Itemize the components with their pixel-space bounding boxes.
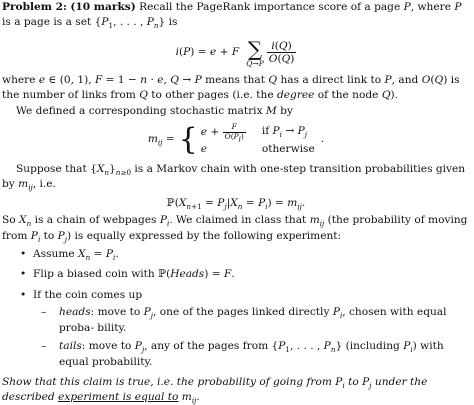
tails-outcome: – tails: move to $P_j$, any of the pages from {$P_1$, . . . , $P_n$} (including $P_i$) with equal probability.: [33, 339, 470, 370]
matrix-intro: We defined a corresponding stochastic matrix M by: [16, 104, 293, 117]
pagerank-equation: i(P) = e + F ∑ Q→P $\frac{i(Q)}{O(Q)}$: [175, 36, 295, 68]
pagerank-fraction: $\frac{i(Q)}{O(Q)}$: [268, 40, 295, 66]
transition-equation: $ℙ(X_{n+1} = P_j|X_n = P_i) = m_{ij}$.: [166, 196, 306, 211]
heads-outcome: – heads: move to $P_j$, one of the pages linked directly $P_i$, chosen with equal proba- bility.: [33, 305, 470, 336]
problem-intro-2: page is a set: [23, 16, 92, 29]
closing-statement: Show that this claim is true, i.e. the probability of going from $P_i$ to $P_j$ under the described experiment is equal to $m_{ij}$.: [2, 375, 428, 405]
list-item: • Assume $X_n = P_i$.: [2, 247, 470, 262]
problem-statement: Problem 2: (10 marks) Recall the PageRank importance score of a page P, where P is a page is a set {$P_1$, . . . , $P_n$} is: [2, 1, 462, 31]
coin-outcomes: [33, 305, 470, 370]
claim-paragraph: So $X_n$ is a chain of webpages $P_i$. We claimed in class that $m_{ij}$ (the probability of moving from $P_i$ to $P_j$) is equally expressed by the following experiment:: [2, 214, 468, 244]
definitions-paragraph: where e ∈ (0, 1), F = 1 − n · e, Q → P means that Q has a direct link to P, and O(Q) is the number of links from Q to other pages (i.e. the degree of the node Q).: [2, 73, 460, 102]
matrix-cases: e + $\frac{F}{O(P_i)}$ if $P_i \to P_j$ e otherwise: [200, 122, 315, 156]
list-item: • Flip a biased coin with ℙ(Heads) = F.: [2, 267, 470, 282]
summation: ∑ Q→P: [246, 36, 264, 68]
experiment-list: [2, 247, 470, 370]
matrix-equation: $m_{ij}$ = { e + $\frac{F}{O(P_i)}$ if $P_i \to P_j$ e otherwise .: [147, 122, 325, 158]
markov-paragraph: Suppose that $\{X_n\}_{n\ge 0}$ is a Markov chain with one-step transition probabilities given by $m_{ij}$, i.e.: [2, 163, 466, 193]
problem-intro: Recall the PageRank importance score of a page: [139, 1, 401, 13]
problem-label: Problem 2:: [2, 1, 67, 13]
problem-marks: (10 marks): [70, 1, 136, 13]
list-item: • If the coin comes up – heads: move to $P_j$, one of the pages linked directly $P_i$, chosen with equal proba- bility. – tails: move to $P_j$, any of the pages from {$P_1$, . . . , $P_n$} (including $P_i$) with equal probability.: [2, 288, 470, 370]
